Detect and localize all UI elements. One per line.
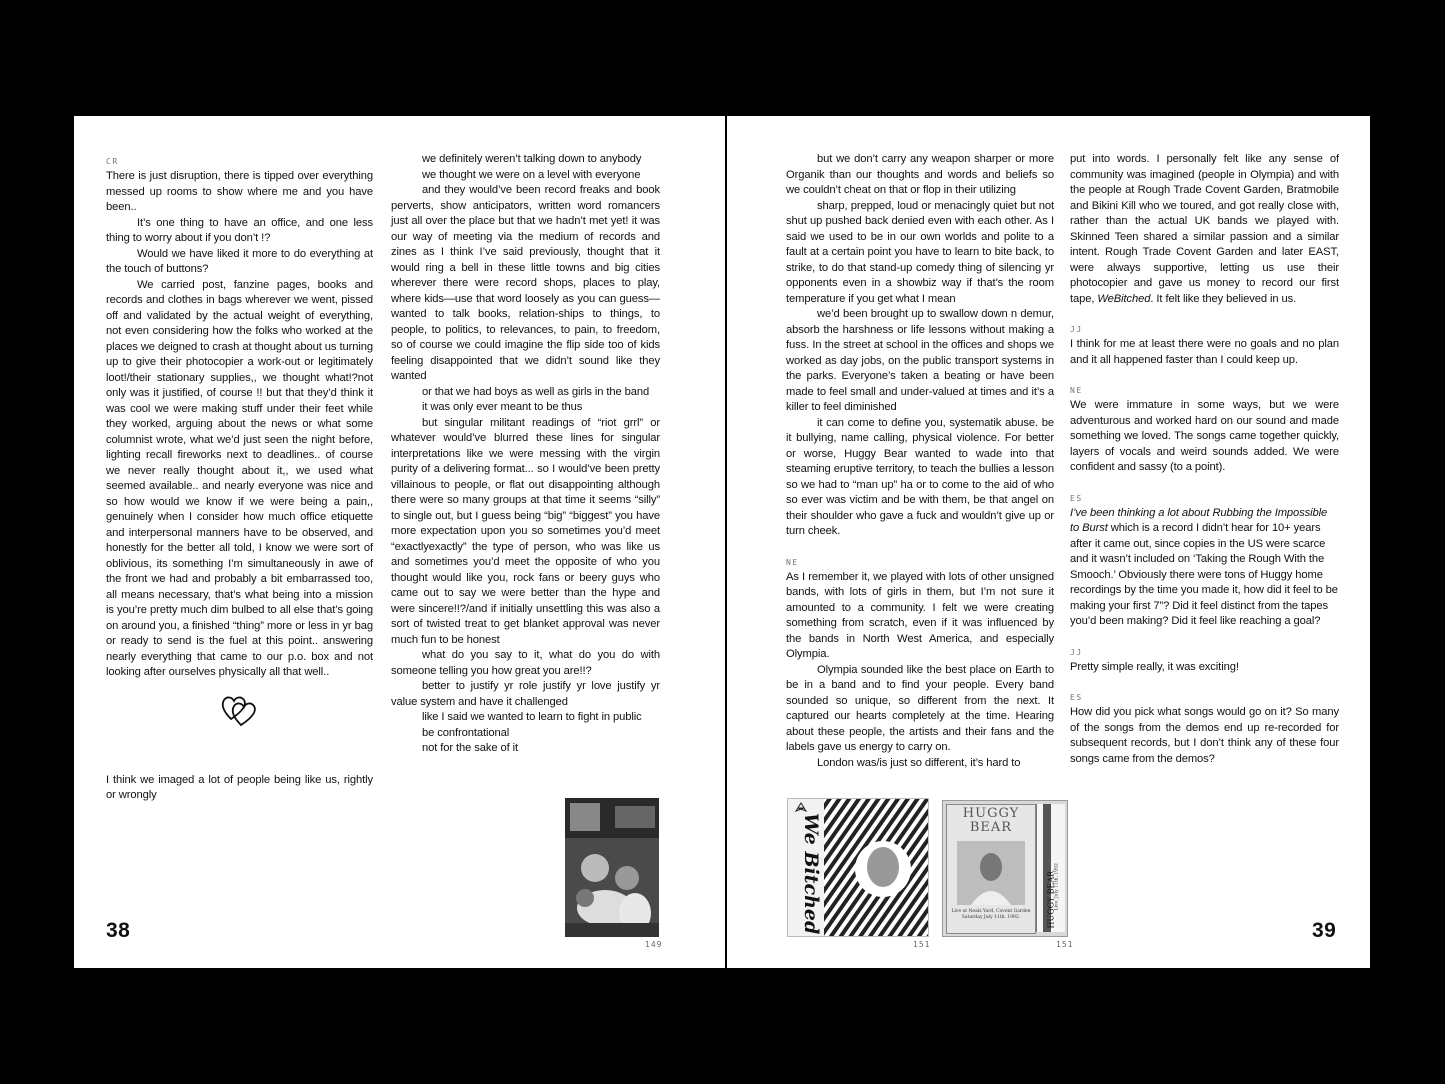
question: How did you pick what songs would go on it? So many of the songs from the demos end up re-recorded for subsequent records, but I don’t think any of these four songs came from the demos?	[1070, 706, 1339, 765]
tape-photo	[957, 841, 1025, 905]
paragraph: but we don’t carry any weapon sharper or more Organik than our thoughts and words and beliefs so we couldn’t cheat on that or flop in their utilizing	[786, 153, 1054, 196]
speaker-label: ES	[1070, 693, 1083, 702]
paragraph: we’d been brought up to swallow down n demur, absorb the harshness or life lessons without making a fuss. In the street at school in the offices and shops we worked as day jobs, on the public transport systems in the parks. Everyone’s taken a beating or have been made to feel small and under-valued at times and it’s a killer to feel diminished	[786, 308, 1054, 413]
speaker-label: JJ	[1070, 647, 1083, 657]
column-text	[391, 152, 660, 757]
paragraph: it can come to define you, systematik abuse. be it bullying, name calling, physical violence. For better or worse, Huggy Bear wanted to wade into that steaming eruptive territory, to teach the bullies a lesson so we had to “man up” ha or to come to the aid of who so ever was victim and be with them, be that angel on their shoulder who gave a fuck and wouldn’t give up or turn cheek.	[786, 416, 1054, 537]
webitched-title: We Bitched	[800, 813, 822, 935]
paragraph: but singular militant readings of “riot grrl” or whatever would’ve blurred these lines for singular interpretations like we were messing with the virgin purity of a delivering format... so I would’ve been pretty villainous to people, or flat out disappointing although there were so many groups at that time it seems “silly” to single out, but I guess being “big” “biggest” you have more expectation upon you so sometimes you’d meet “exactlyexactly” the type of person, who was like us and sometimes you’d meet the opposite of who you thought would like you, rock fans or beery guys who came out to say we were better than the hype and were sincere!!?/and if initially unsettling this was also a sort of twisted treat to get blanket approval was never much fun to be honest	[391, 416, 660, 646]
paragraph: what do you say to it, what do you do with someone telling you how great you are!!?	[391, 649, 660, 677]
question: I’ve been thinking a lot about Rubbing the Impossible to Burst which is a record I didn’t hear for 10+ years after it came out, since copies in the US were scarce and it wasn’t included on ‘Taking the Rough With the Smooch.’ Obviously there were tons of Huggy home recordings by the time you made it, how did it feel to be making your first 7”? Did it feel distinct from the tapes you’d been making? Did it feel like reaching a goal?	[1070, 506, 1338, 627]
speaker-label: JJ	[1070, 325, 1083, 334]
webitched-cover-image	[787, 798, 929, 937]
closing-paragraph: I think we imaged a lot of people being like us, rightly or wrongly	[106, 773, 373, 801]
page-number: 38	[106, 919, 131, 942]
column-text	[786, 152, 1054, 540]
speaker-label: NE	[786, 557, 799, 567]
tape-spine	[1036, 804, 1065, 932]
paragraph: sharp, prepped, loud or menacingly quiet but not shut up pushed back denied even with each other. As I said we used to be in our own worlds and polite to a fault at a certain point you have to learn to bite back, to strike, to do that stand-up comedy thing of silencing yr opponents even in a showbiz way if that’s the room temperature if you get what I mean	[786, 199, 1054, 305]
paragraph: it was only ever meant to be thus	[422, 401, 583, 413]
band-photo	[565, 798, 659, 937]
spine-text: HUGGY BEAR	[1046, 870, 1056, 929]
paragraph: We were immature in some ways, but we were adventurous and worked hard on our sound and made something we loved. The songs came together quickly, layers of vocals and weird sounds added. We were confident and sassy (to a point).	[1070, 399, 1339, 473]
paragraph: London was/is just so different, it’s hard to	[817, 756, 1021, 769]
right-page	[727, 116, 1370, 968]
paragraph: and they would’ve been record freaks and book perverts, show anticipators, written word romancers just all over the place but that we hadn’t met yet! it was our way of meeting via the medium of records and zines as I think I’ve said previously, thought that it would ring a bell in these little towns and big cities wherever there were record shops, places to play, where kids—use that word loosely as you can guess—wanted to talk books, relation-ships to things, to people, to politics, to relevances, to pain, to freedom, so of course we could imagine the flip side too of kids feeling disappointed that we didn’t sound like they wanted	[391, 184, 660, 382]
speaker-label: CR	[106, 157, 119, 166]
column-text	[786, 570, 1054, 772]
paragraph: we definitely weren’t talking down to anybody	[422, 153, 642, 165]
image-caption: 151	[1056, 940, 1074, 949]
paragraph: be confrontational	[422, 726, 510, 739]
paragraph: not for the sake of it	[422, 742, 519, 754]
tape-title-1: HUGGY	[962, 806, 1020, 821]
photo-caption: 149	[645, 940, 663, 949]
page-number: 39	[1312, 919, 1337, 942]
tape-title-2: BEAR	[969, 820, 1013, 835]
tape-cover	[946, 804, 1036, 934]
paragraph: better to justify yr role justify yr love justify yr value system and have it challenged	[391, 680, 660, 708]
paragraph: put into words. I personally felt like any sense of community was imagined (people in Olympia) and with the people at Rough Trade Covent Garden, Bratmobile and Bikini Kill who we toured, and got really close with, rather than the actual UK bands we played with. Skinned Teen shared a similar passion and a similar intent. Rough Trade Covent Garden and later EAST, were always supportive, letting us use their photocopier and gave us money to record our first tape, WeBitched. It felt like they believed in us.	[1070, 153, 1339, 305]
right-column-2	[1070, 152, 1339, 767]
left-column-1	[106, 154, 373, 804]
huggy-bear-live-tape-image	[942, 800, 1068, 937]
paragraph: like I said we wanted to learn to fight in public	[422, 711, 642, 723]
paragraph: Would we have liked it more to do everything at the touch of buttons?	[106, 247, 373, 275]
paragraph: I think for me at least there were no goals and no plan and it all happened faster than I could keep up.	[1070, 338, 1339, 366]
speaker-label: ES	[1070, 493, 1083, 503]
paragraph: Olympia sounded like the best place on Earth to be in a band and to find your people. Every band sounded so unique, so different from the next. It captured our hearts completely at the time. Hearing about these people, the artists and their fans and the labels gave us energy to carry on.	[786, 663, 1054, 753]
speaker-label: NE	[1070, 386, 1083, 395]
paragraph: There is just disruption, there is tipped over everything messed up rooms to show where me and you have been..	[106, 170, 373, 213]
tape-venue: Live at Neals Yard, Covent Garden	[951, 909, 1031, 914]
column-text	[106, 169, 373, 681]
paragraph: or that we had boys as well as girls in the band	[422, 385, 650, 398]
tape-date: Saturday July 11th. 1992.	[961, 915, 1021, 920]
right-column-1	[786, 152, 1054, 771]
paragraph: We carried post, fanzine pages, books and records and clothes in bags wherever we went, pissed off and validated by the actual weight of everything, not even considering how the folks who worked at the places we deigned to crash at thought about us turning up to give their photocopier a work-out or legitimately loot!/their stationary supplies,, we thought what!?not only was it justified, of course !! but that they’d think it was cool we were making stuff under their feet while they worked, arguing about the news or what some columnist wrote, what we’d just seen the night before, lighting recall fireworks next to deadlines.. of course we never really thought about it,, we used what seemed available.. and nearly everyone was nice and so how would we know if we were being a pain,, genuinely when I consider how much office etiquette and interpersonal manners have to be observed, and honestly for the better all told, I know we were sort of oblivious, its something I’m simultaneously in awe of the front we had and probably a bit embarrassed too, all means necessary, that’s what being into a mission is you’re pretty much dim bulbed to all else that’s going on around you, a finished “thing” more or less in yr bag or ready to send is the fuel at this point.. answering nearly everything that came to our p.o. box and not looking after ourselves physically all that well..	[106, 278, 373, 678]
paragraph: Pretty simple really, it was exciting!	[1070, 660, 1239, 673]
image-caption: 151	[913, 940, 931, 949]
left-column-2	[391, 152, 660, 757]
hearts-icon	[106, 681, 373, 773]
paragraph: we thought we were on a level with everyone	[422, 168, 641, 181]
left-page	[74, 116, 725, 968]
spine-date: Live. July 11th, 1992	[1054, 863, 1060, 911]
paragraph: As I remember it, we played with lots of other unsigned bands, with lots of girls in them, but I’m not sure it amounted to a community. I felt we were creating something from scratch, even if it was influenced by the bands in North West America, and especially Olympia.	[786, 570, 1054, 660]
paragraph: It’s one thing to have an office, and one less thing to worry about if you don’t !?	[106, 216, 373, 244]
